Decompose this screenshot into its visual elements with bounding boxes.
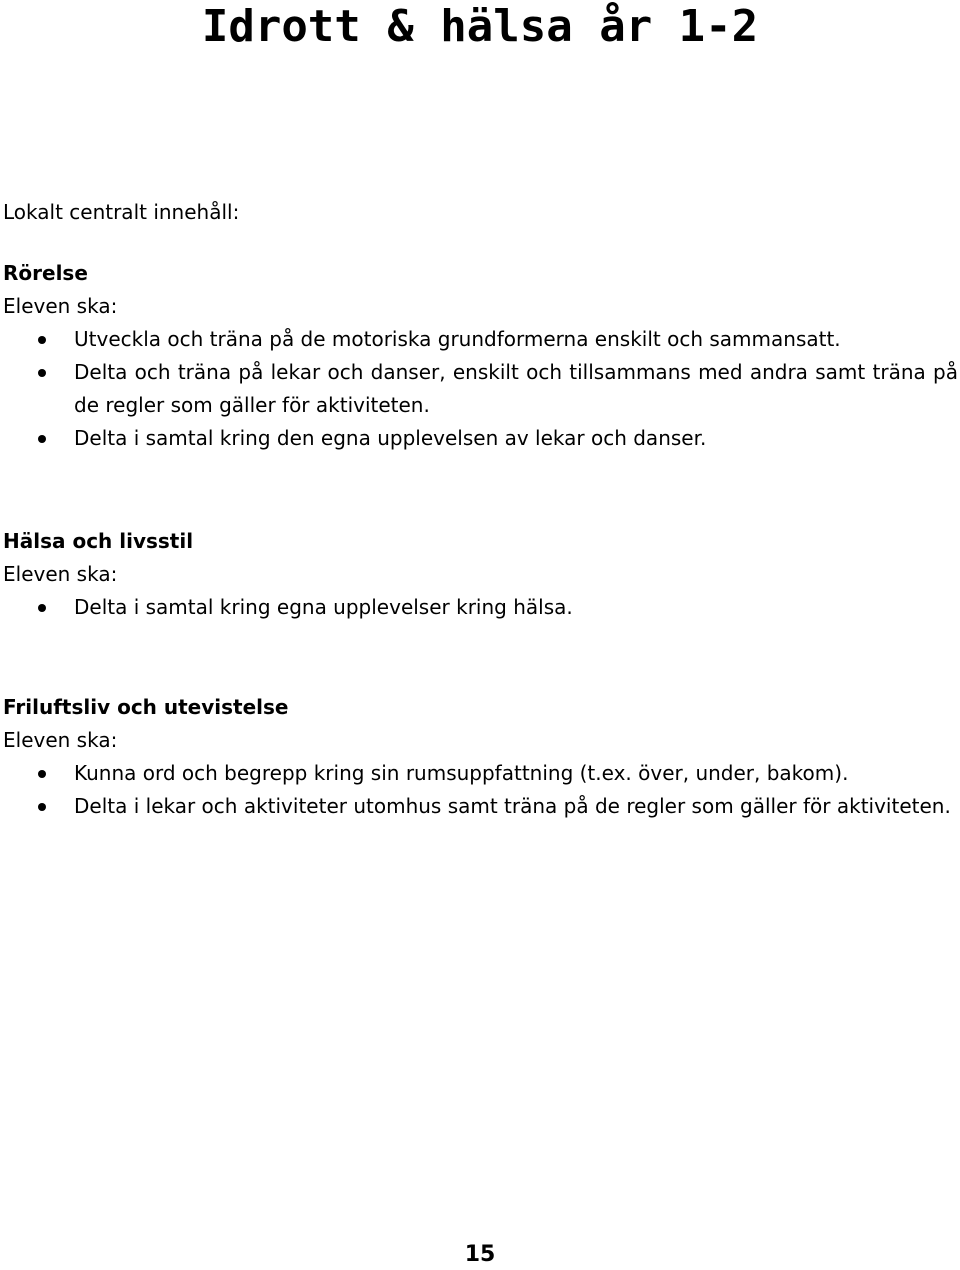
section-subheading: Eleven ska: <box>3 294 118 318</box>
bullet-icon <box>38 604 46 612</box>
section-friluftsliv-och-utevistelse <box>3 691 958 823</box>
list-item-text: Delta i lekar och aktiviteter utomhus samt träna på de regler som gäller för aktiviteten. <box>74 794 951 818</box>
list-item-text: Kunna ord och begrepp kring sin rumsuppfattning (t.ex. över, under, bakom). <box>74 761 849 785</box>
bullet-list <box>3 323 958 455</box>
list-item <box>3 422 958 455</box>
intro-block <box>3 196 958 229</box>
list-item-text: Delta och träna på lekar och danser, enskilt och tillsammans med andra samt träna på de regler som gäller för aktiviteten. <box>74 360 958 417</box>
bullet-icon <box>38 770 46 778</box>
bullet-icon <box>38 435 46 443</box>
bullet-icon <box>38 369 46 377</box>
section-subheading: Eleven ska: <box>3 562 118 586</box>
section-heading: Friluftsliv och utevistelse <box>3 695 289 719</box>
list-item <box>3 356 958 422</box>
bullet-list <box>3 591 958 624</box>
section-heading: Rörelse <box>3 261 88 285</box>
section-halsa-och-livsstil <box>3 525 958 624</box>
page-number: 15 <box>464 1242 496 1267</box>
bullet-icon <box>38 336 46 344</box>
section-heading: Hälsa och livsstil <box>3 529 194 553</box>
list-item <box>3 323 958 356</box>
section-rorelse <box>3 257 958 455</box>
list-item <box>3 790 958 823</box>
list-item-text: Delta i samtal kring egna upplevelser kring hälsa. <box>74 595 573 619</box>
section-subheading: Eleven ska: <box>3 728 118 752</box>
bullet-list <box>3 757 958 823</box>
list-item <box>3 757 958 790</box>
list-item-text: Delta i samtal kring den egna upplevelsen av lekar och danser. <box>74 426 707 450</box>
bullet-icon <box>38 803 46 811</box>
list-item <box>3 591 958 624</box>
intro-label: Lokalt centralt innehåll: <box>3 200 240 224</box>
list-item-text: Utveckla och träna på de motoriska grundformerna enskilt och sammansatt. <box>74 327 841 351</box>
page-title: Idrott & hälsa år 1-2 <box>201 1 759 52</box>
